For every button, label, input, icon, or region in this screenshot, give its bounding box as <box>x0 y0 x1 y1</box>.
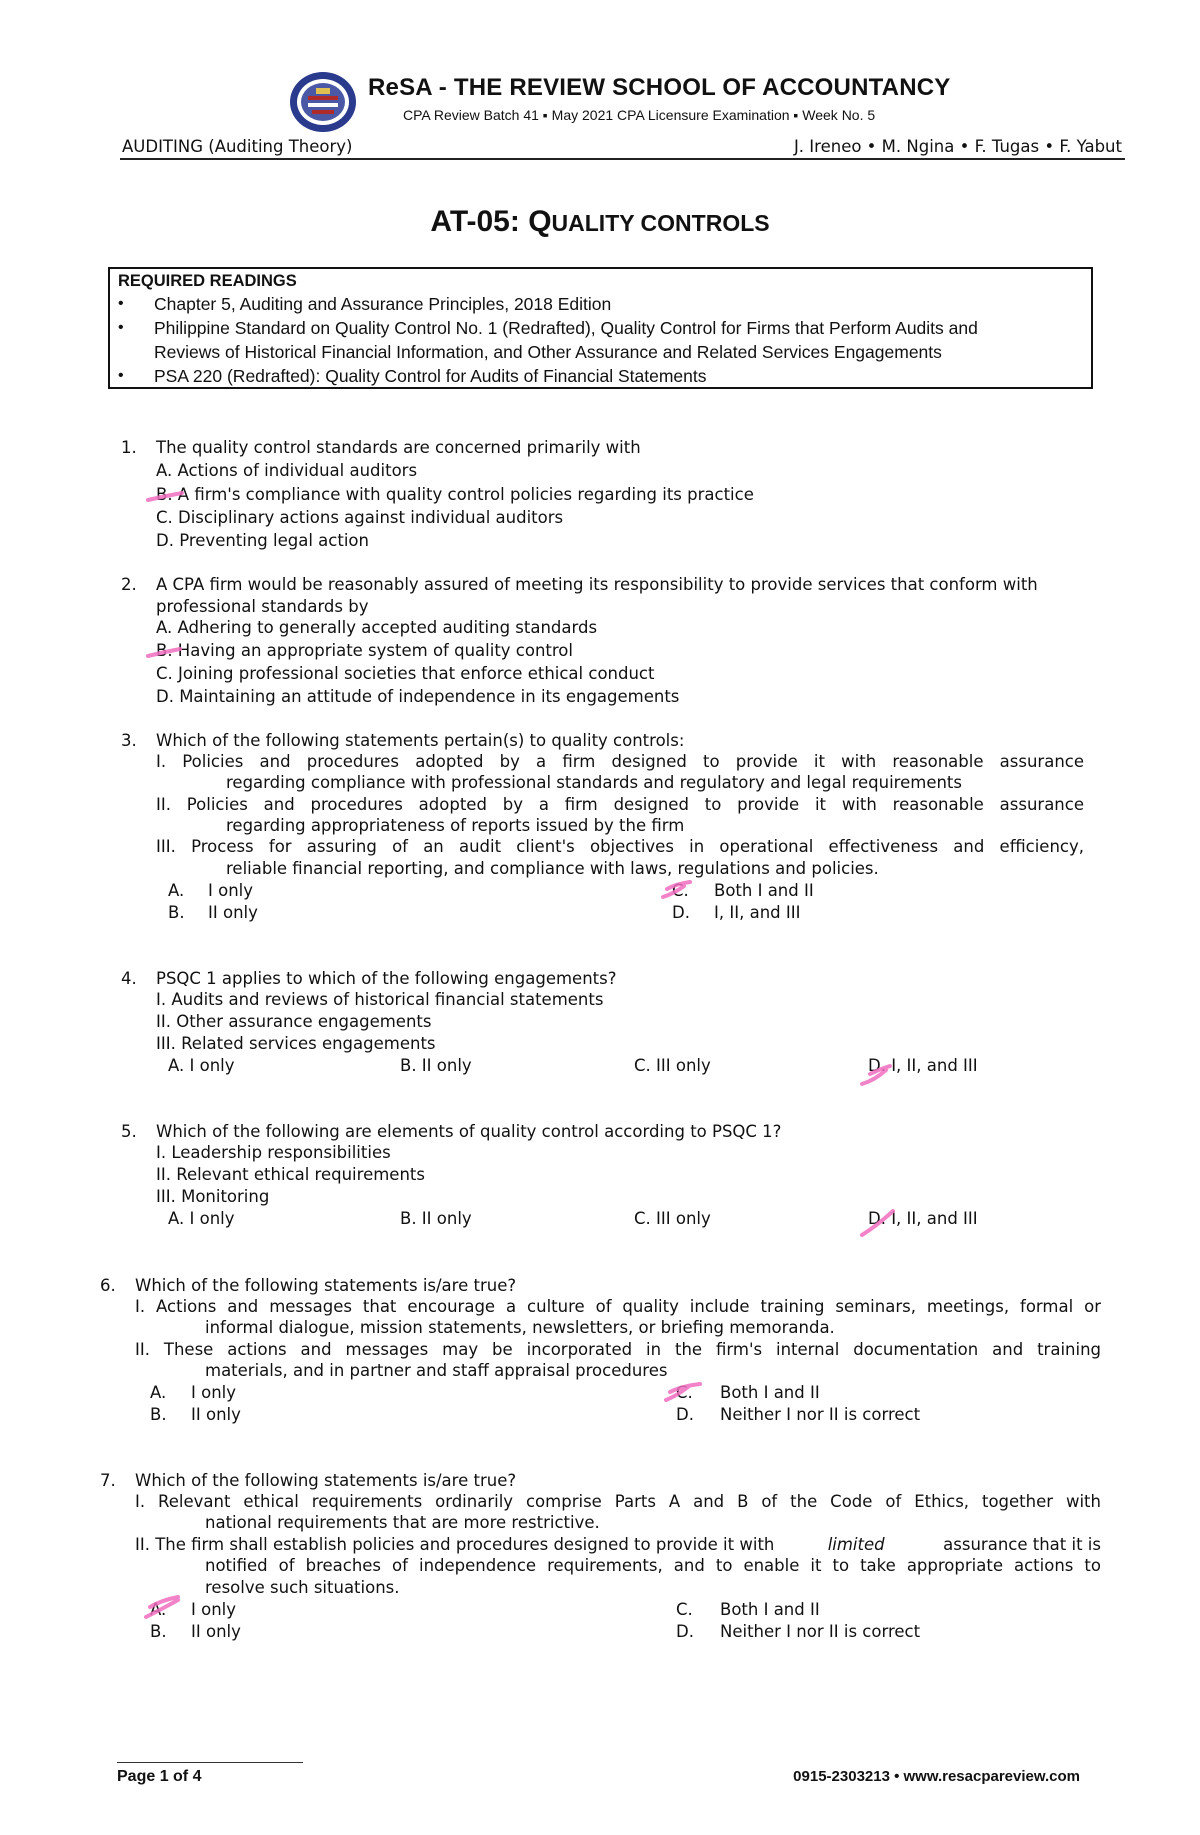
choice-b: II only <box>208 903 258 922</box>
statement-iii: III. Monitoring <box>156 1187 270 1206</box>
readings-heading: REQUIRED READINGS <box>118 272 297 290</box>
choice-a: A. I only <box>168 1056 235 1075</box>
question-number: 6. <box>100 1276 116 1295</box>
choice-a: I only <box>208 881 254 900</box>
statement-i: I. Policies and procedures adopted by a firm designed to provide it with reasonable assurance <box>156 752 1084 771</box>
question-stem: professional standards by <box>156 597 369 616</box>
statement-ii: II. Relevant ethical requirements <box>156 1165 425 1184</box>
choice-b: B. A firm's compliance with quality control policies regarding its practice <box>156 485 754 504</box>
choice-c: C. III only <box>634 1209 711 1228</box>
resa-seal-icon <box>288 70 358 134</box>
choice-d: D. Preventing legal action <box>156 531 369 550</box>
page-title <box>0 205 1200 239</box>
choice-a-letter: A. <box>150 1383 167 1402</box>
statement-ii-pre: II. The firm shall establish policies and procedures designed to provide it with <box>135 1535 775 1554</box>
choice-d: D. I, II, and III <box>868 1209 978 1228</box>
choice-c: C. Joining professional societies that enforce ethical conduct <box>156 664 655 683</box>
reading-item: PSA 220 (Redrafted): Quality Control for Audits of Financial Statements <box>154 366 707 386</box>
choice-d: Neither I nor II is correct <box>720 1622 921 1641</box>
choice-d: D. I, II, and III <box>868 1056 978 1075</box>
question-number: 1. <box>121 438 137 457</box>
question-stem: A CPA firm would be reasonably assured of meeting its responsibility to provide services that conform with <box>156 575 1038 594</box>
bullet-icon: • <box>118 367 124 384</box>
statement-ii-emphasis: limited <box>827 1535 885 1554</box>
choice-c-letter: C. <box>676 1600 693 1619</box>
statement-ii-cont: materials, and in partner and staff appraisal procedures <box>205 1361 668 1380</box>
question-stem: Which of the following statements is/are true? <box>135 1471 517 1490</box>
choice-a: I only <box>191 1383 237 1402</box>
choice-d-letter: D. <box>672 903 690 922</box>
statement-ii: II. These actions and messages may be incorporated in the firm's internal documentation and training <box>135 1340 1101 1359</box>
choice-b: II only <box>191 1622 241 1641</box>
question-number: 5. <box>121 1122 137 1141</box>
statement-iii: III. Related services engagements <box>156 1034 436 1053</box>
choice-d: I, II, and III <box>714 903 801 922</box>
reading-item: Reviews of Historical Financial Information, and Other Assurance and Related Services Engagements <box>154 342 942 362</box>
question-stem: The quality control standards are concerned primarily with <box>156 438 641 457</box>
school-name: ReSA - THE REVIEW SCHOOL OF ACCOUNTANCY <box>368 74 951 101</box>
question-stem: Which of the following statements pertain(s) to quality controls: <box>156 731 685 750</box>
statement-i-cont: regarding compliance with professional standards and regulatory and legal requirements <box>226 773 962 792</box>
choice-a: I only <box>191 1600 237 1619</box>
statement-ii: II. Other assurance engagements <box>156 1012 432 1031</box>
statement-i: I. Leadership responsibilities <box>156 1143 391 1162</box>
choice-a: A. Adhering to generally accepted auditing standards <box>156 618 598 637</box>
choice-c: Both I and II <box>720 1600 820 1619</box>
statement-iii-cont: reliable financial reporting, and compliance with laws, regulations and policies. <box>226 859 879 878</box>
question-number: 3. <box>121 731 137 750</box>
footer-rule <box>117 1762 303 1763</box>
title-code: AT-05: <box>430 205 529 238</box>
title-rest: UALITY CONTROLS <box>551 210 770 236</box>
choice-d: D. Maintaining an attitude of independence in its engagements <box>156 687 680 706</box>
choice-c-letter: C. <box>672 881 689 900</box>
choice-b-letter: B. <box>168 903 185 922</box>
choice-a-letter: A. <box>150 1600 167 1619</box>
statement-iii: III. Process for assuring of an audit client's objectives in operational effectiveness and efficiency, <box>156 837 1084 856</box>
bullet-icon: • <box>118 295 124 312</box>
reading-item: Philippine Standard on Quality Control No. 1 (Redrafted), Quality Control for Firms that Perform Audits and <box>154 318 978 338</box>
choice-d-letter: D. <box>676 1405 694 1424</box>
choice-c-letter: C. <box>676 1383 693 1402</box>
question-stem: Which of the following statements is/are true? <box>135 1276 517 1295</box>
statement-ii-cont: regarding appropriateness of reports issued by the firm <box>226 816 685 835</box>
choice-b-letter: B. <box>150 1405 167 1424</box>
statement-i: I. Relevant ethical requirements ordinarily comprise Parts A and B of the Code of Ethics, together with <box>135 1492 1101 1511</box>
statement-i-cont: informal dialogue, mission statements, newsletters, or briefing memoranda. <box>205 1318 835 1337</box>
choice-c: C. III only <box>634 1056 711 1075</box>
choice-d: Neither I nor II is correct <box>720 1405 921 1424</box>
question-number: 4. <box>121 969 137 988</box>
question-stem: Which of the following are elements of quality control according to PSQC 1? <box>156 1122 782 1141</box>
choice-b: B. II only <box>400 1056 472 1075</box>
batch-line: CPA Review Batch 41 ▪ May 2021 CPA Licensure Examination ▪ Week No. 5 <box>403 107 876 123</box>
statement-ii-cont: notified of breaches of independence requirements, and to enable it to take appropriate actions to <box>205 1556 1101 1575</box>
bullet-icon: • <box>118 319 124 336</box>
choice-c: C. Disciplinary actions against individual auditors <box>156 508 564 527</box>
choice-a: A. I only <box>168 1209 235 1228</box>
statement-ii-post: assurance that it is <box>937 1535 1101 1554</box>
choice-a-letter: A. <box>168 881 185 900</box>
authors: J. Ireneo • M. Ngina • F. Tugas • F. Yabut <box>793 137 1122 156</box>
statement-ii <box>135 1535 1101 1554</box>
choice-b: II only <box>191 1405 241 1424</box>
choice-b: B. Having an appropriate system of quality control <box>156 641 573 660</box>
question-number: 2. <box>121 575 137 594</box>
statement-ii-cont: resolve such situations. <box>205 1578 400 1597</box>
question-stem: PSQC 1 applies to which of the following engagements? <box>156 969 617 988</box>
title-q: Q <box>528 205 552 238</box>
subject-label: AUDITING (Auditing Theory) <box>122 137 353 156</box>
statement-i-cont: national requirements that are more restrictive. <box>205 1513 600 1532</box>
contact-info: 0915-2303213 • www.resacpareview.com <box>793 1768 1080 1785</box>
statement-ii: II. Policies and procedures adopted by a firm designed to provide it with reasonable assurance <box>156 795 1084 814</box>
page-number: Page 1 of 4 <box>117 1768 202 1785</box>
choice-c: Both I and II <box>714 881 814 900</box>
reading-item: Chapter 5, Auditing and Assurance Principles, 2018 Edition <box>154 294 612 314</box>
choice-b: B. II only <box>400 1209 472 1228</box>
statement-i: I. Actions and messages that encourage a culture of quality include training seminars, meetings, formal or <box>135 1297 1101 1316</box>
choice-c: Both I and II <box>720 1383 820 1402</box>
choice-a: A. Actions of individual auditors <box>156 461 418 480</box>
choice-b-letter: B. <box>150 1622 167 1641</box>
statement-i: I. Audits and reviews of historical financial statements <box>156 990 604 1009</box>
question-number: 7. <box>100 1471 116 1490</box>
choice-d-letter: D. <box>676 1622 694 1641</box>
